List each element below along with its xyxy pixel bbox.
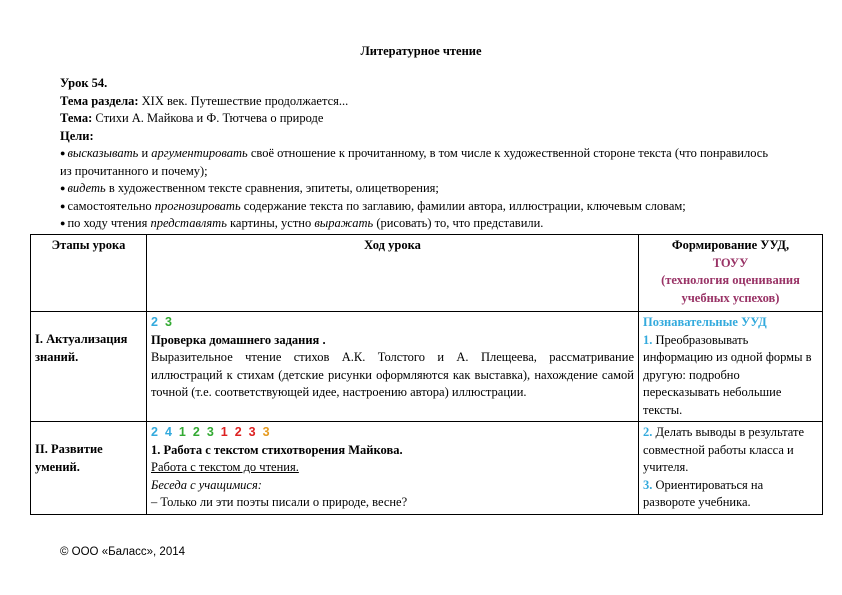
topic-line: Тема: Стихи А. Майкова и Ф. Тютчева о природе xyxy=(60,111,324,125)
toyu-label: ТОУУ xyxy=(712,255,749,270)
uud-item: 3. Ориентироваться на развороте учебника. xyxy=(643,477,764,509)
header-uud: Формирование УУД, ТОУУ (технология оценивания учебных успехов) xyxy=(639,235,823,312)
uud-cell xyxy=(639,312,823,422)
goal-item: ● видеть в художественном тексте сравнения, эпитеты, олицетворения; xyxy=(60,181,439,195)
uud-item: 1. Преобразовывать информацию из одной формы в другую: подробно пересказывать небольшие тексты. xyxy=(643,332,812,417)
table-header-row xyxy=(31,235,823,312)
task-title: Проверка домашнего задания . xyxy=(151,332,326,347)
goals-label: Цели: xyxy=(60,128,94,143)
stage-cell: I. Актуализация знаний. xyxy=(31,312,147,422)
goal-item: ● самостоятельно прогнозировать содержание текста по заглавию, фамилии автора, иллюстрации, ключевым словам; xyxy=(60,198,686,213)
goal-item: ● по ходу чтения представлять картины, устно выражать (рисовать) то, что представили. xyxy=(60,216,544,230)
course-cell xyxy=(147,312,639,422)
uud-heading: Познавательные УУД xyxy=(643,315,767,329)
lesson-number: Урок 54. xyxy=(60,76,108,90)
question-text: – Только ли эти поэты писали о природе, весне? xyxy=(151,495,408,509)
table-row xyxy=(31,312,823,422)
task-numbers: 2 3 xyxy=(151,315,172,329)
copyright-footer: © ООО «Баласс», 2014 xyxy=(60,546,186,558)
task-text: Выразительное чтение стихов А.К. Толстого и А. Плещеева, рассматривание иллюстраций к стихам (детские рисунки оформляются как выставка), нахождение самой точной (т.е. соответствующей идее, настроению автора) иллюстрации. xyxy=(151,350,634,399)
task-title: 1. Работа с текстом стихотворения Майкова. xyxy=(151,442,403,457)
toyu-description: (технология оценивания учебных успехов) xyxy=(661,273,800,305)
goal-item: ● высказывать и аргументировать своё отношение к прочитанному, в том числе к художественной стороне текста (что понравилось из прочитанного и почему); xyxy=(60,146,769,178)
bullet-icon: ● xyxy=(60,218,66,228)
stage-cell: II. Развитие умений. xyxy=(31,422,147,515)
header-course: Ход урока xyxy=(147,235,639,312)
task-numbers: 2 4 1 2 3 1 2 3 3 xyxy=(151,425,270,439)
course-cell xyxy=(147,422,639,515)
lesson-table xyxy=(30,234,823,515)
task-subtitle: Работа с текстом до чтения. xyxy=(151,460,299,474)
uud-item: 2. Делать выводы в результате совместной работы класса и учителя. xyxy=(643,425,805,474)
bullet-icon: ● xyxy=(60,183,66,193)
bullet-icon: ● xyxy=(60,148,66,158)
lesson-intro xyxy=(60,75,780,233)
uud-cell xyxy=(639,422,823,515)
header-stages: Этапы урока xyxy=(31,235,147,312)
section-line: Тема раздела: XIX век. Путешествие продолжается... xyxy=(60,93,349,108)
dialog-label: Беседа с учащимися: xyxy=(151,477,262,492)
bullet-icon: ● xyxy=(60,200,66,211)
page-title: Литературное чтение xyxy=(360,44,482,58)
table-row xyxy=(31,422,823,515)
